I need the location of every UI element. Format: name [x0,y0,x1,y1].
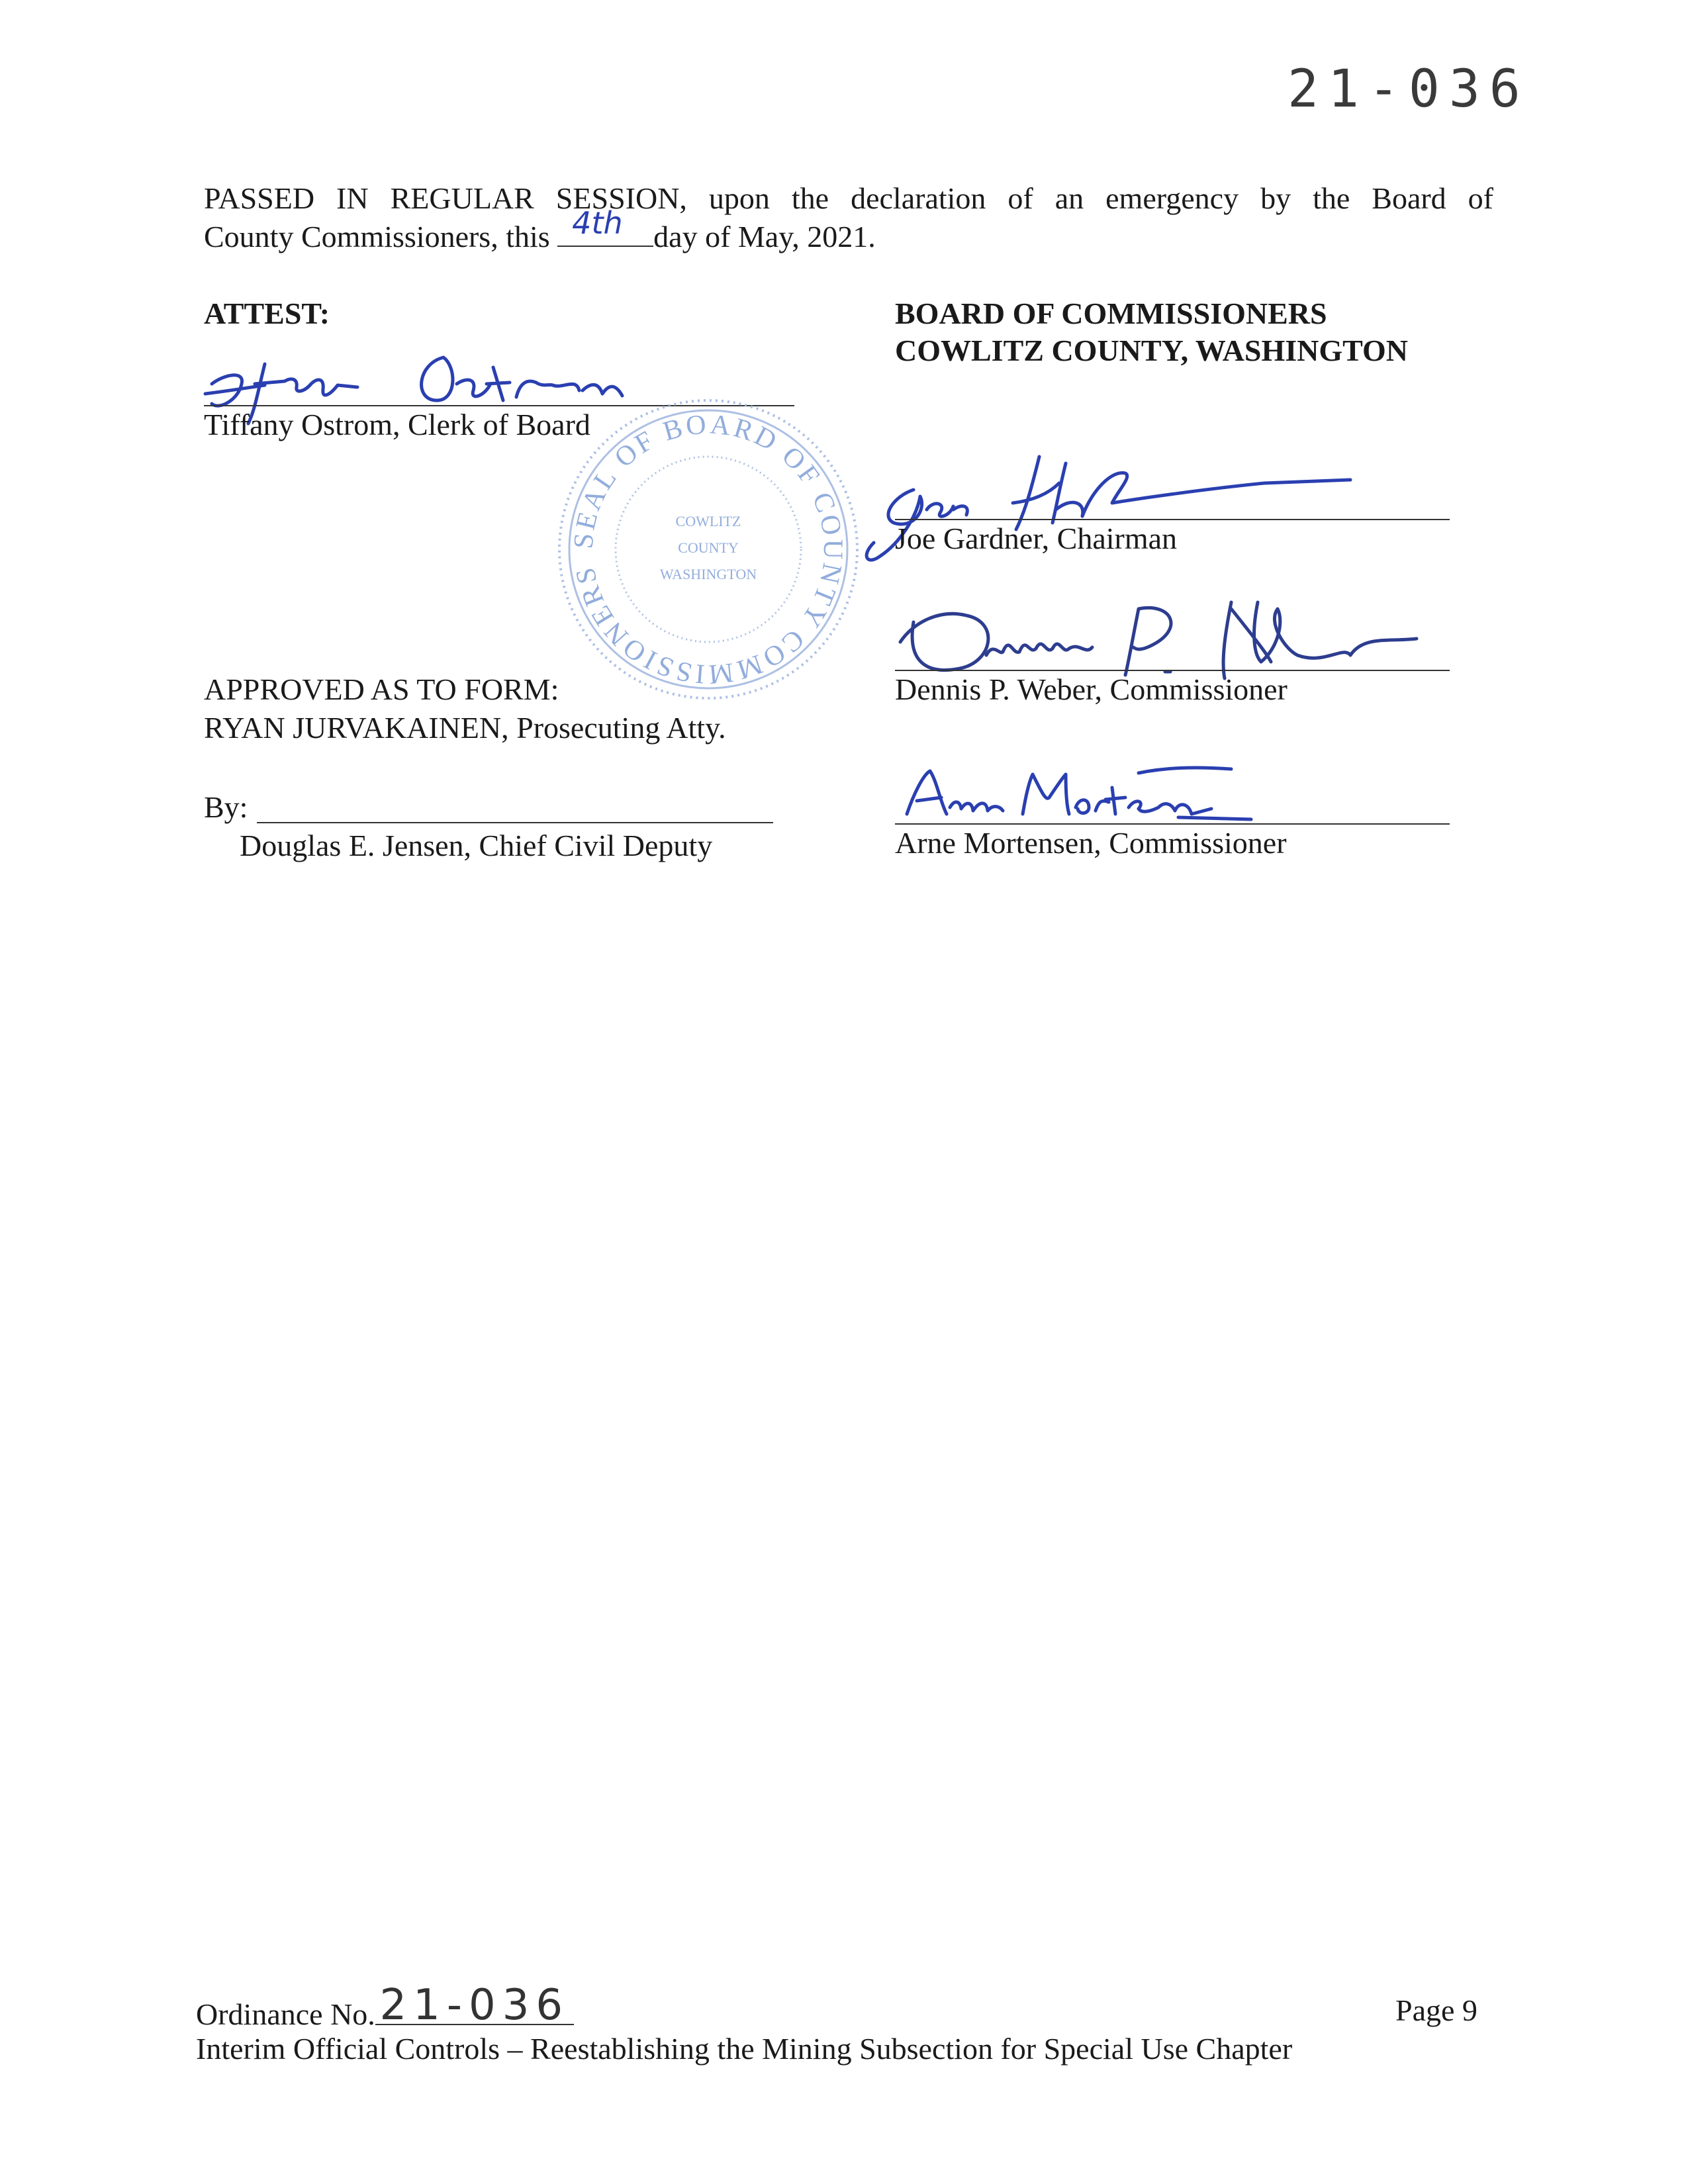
passage-line-2 [204,205,876,255]
ordinance-stamp-top: 21-036 [1288,60,1530,119]
seal-inner-line-2: COUNTY [678,539,739,556]
passage-line-1: PASSED IN REGULAR SESSION, upon the declaration of an emergency by the Board of [204,181,1493,215]
day-handwritten: 4th [572,205,623,241]
seal-inner-line-1: COWLITZ [675,513,741,529]
approval-line-2: RYAN JURVAKAINEN, Prosecuting Atty. [204,711,726,745]
attest-heading: ATTEST: [204,296,330,330]
footer-ordinance-label: Ordinance No. [196,1997,375,2031]
by-label: By: [204,790,248,824]
footer-ordinance [196,1981,574,2033]
clerk-name: Tiffany Ostrom, Clerk of Board [204,408,590,441]
county-seal-image [549,397,867,702]
day-blank [557,205,653,247]
seal-inner-line-3: WASHINGTON [659,566,757,582]
commissioner-weber-name: Dennis P. Weber, Commissioner [895,672,1288,706]
seal-outer-text: SEAL OF BOARD OF COUNTY COMMISSIONERS [568,409,849,690]
passage-line-2-end: day of May, 2021. [653,220,876,253]
deputy-signature-line [257,822,773,823]
deputy-name: Douglas E. Jensen, Chief Civil Deputy [240,829,713,862]
footer-ordinance-number: 21-036 [375,1987,574,2025]
board-heading-line-2: COWLITZ COUNTY, WASHINGTON [895,334,1408,367]
chairman-name: Joe Gardner, Chairman [895,522,1178,555]
approval-line-1: APPROVED AS TO FORM: [204,672,559,706]
passage-line-2-start: County Commissioners, this [204,220,558,253]
footer-subtitle: Interim Official Controls – Reestablishing the Mining Subsection for Special Use Chapter [196,2032,1293,2066]
board-heading-line-1: BOARD OF COMMISSIONERS [895,296,1327,330]
footer-page-number: Page 9 [1395,1993,1477,2027]
commissioner-mortensen-name: Arne Mortensen, Commissioner [895,826,1287,860]
